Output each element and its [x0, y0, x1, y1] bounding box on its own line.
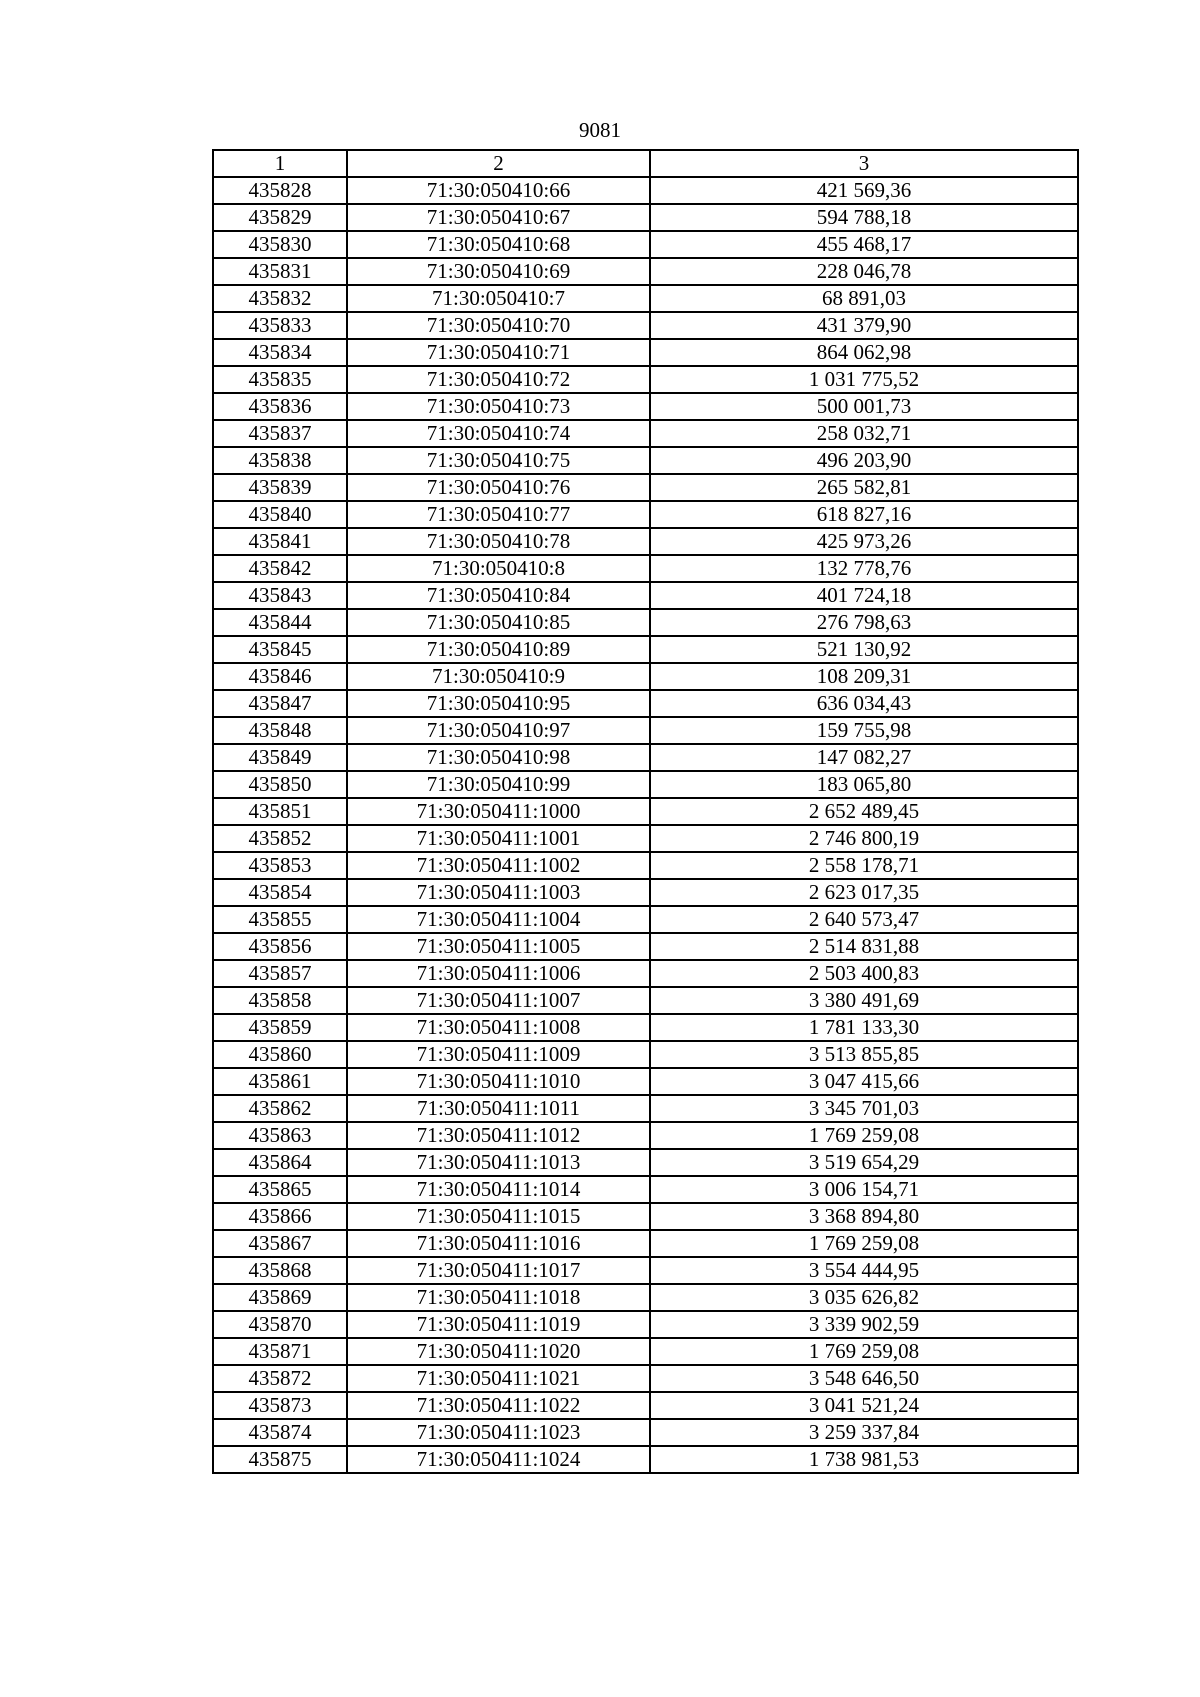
- table-row: [213, 663, 1078, 690]
- row-number-cell: 435828: [213, 177, 347, 204]
- cadastral-number-cell: 71:30:050411:1022: [347, 1392, 650, 1419]
- row-number-cell: 435856: [213, 933, 347, 960]
- row-number-cell: 435875: [213, 1446, 347, 1473]
- row-number-cell: 435859: [213, 1014, 347, 1041]
- row-number-cell: 435874: [213, 1419, 347, 1446]
- cadastral-value-cell: 2 514 831,88: [650, 933, 1078, 960]
- cadastral-number-cell: 71:30:050410:76: [347, 474, 650, 501]
- table-row: [213, 474, 1078, 501]
- cadastral-value-cell: 594 788,18: [650, 204, 1078, 231]
- table-row: [213, 393, 1078, 420]
- cadastral-number-cell: 71:30:050411:1011: [347, 1095, 650, 1122]
- cadastral-number-cell: 71:30:050410:8: [347, 555, 650, 582]
- cadastral-value-cell: 228 046,78: [650, 258, 1078, 285]
- cadastral-number-cell: 71:30:050411:1015: [347, 1203, 650, 1230]
- row-number-cell: 435861: [213, 1068, 347, 1095]
- row-number-cell: 435840: [213, 501, 347, 528]
- row-number-cell: 435866: [213, 1203, 347, 1230]
- row-number-cell: 435873: [213, 1392, 347, 1419]
- table-row: [213, 501, 1078, 528]
- table-row: [213, 1257, 1078, 1284]
- cadastral-number-cell: 71:30:050410:85: [347, 609, 650, 636]
- row-number-cell: 435869: [213, 1284, 347, 1311]
- cadastral-number-cell: 71:30:050410:7: [347, 285, 650, 312]
- row-number-cell: 435868: [213, 1257, 347, 1284]
- cadastral-value-cell: 147 082,27: [650, 744, 1078, 771]
- cadastral-value-cell: 636 034,43: [650, 690, 1078, 717]
- row-number-cell: 435854: [213, 879, 347, 906]
- row-number-cell: 435872: [213, 1365, 347, 1392]
- table-row: [213, 204, 1078, 231]
- row-number-cell: 435865: [213, 1176, 347, 1203]
- table-row: [213, 1365, 1078, 1392]
- cadastral-number-cell: 71:30:050410:77: [347, 501, 650, 528]
- table-header-row: [213, 150, 1078, 177]
- row-number-cell: 435836: [213, 393, 347, 420]
- cadastral-value-cell: 3 554 444,95: [650, 1257, 1078, 1284]
- cadastral-number-cell: 71:30:050410:67: [347, 204, 650, 231]
- cadastral-number-cell: 71:30:050411:1002: [347, 852, 650, 879]
- row-number-cell: 435845: [213, 636, 347, 663]
- cadastral-value-cell: 500 001,73: [650, 393, 1078, 420]
- cadastral-value-cell: 431 379,90: [650, 312, 1078, 339]
- cadastral-number-cell: 71:30:050411:1007: [347, 987, 650, 1014]
- cadastral-number-cell: 71:30:050411:1019: [347, 1311, 650, 1338]
- column-header-3: 3: [650, 150, 1078, 177]
- cadastral-value-cell: 3 548 646,50: [650, 1365, 1078, 1392]
- cadastral-number-cell: 71:30:050411:1020: [347, 1338, 650, 1365]
- row-number-cell: 435842: [213, 555, 347, 582]
- cadastral-value-cell: 618 827,16: [650, 501, 1078, 528]
- cadastral-number-cell: 71:30:050411:1013: [347, 1149, 650, 1176]
- cadastral-value-cell: 401 724,18: [650, 582, 1078, 609]
- table-row: [213, 1392, 1078, 1419]
- row-number-cell: 435835: [213, 366, 347, 393]
- cadastral-value-cell: 3 368 894,80: [650, 1203, 1078, 1230]
- table-row: [213, 1230, 1078, 1257]
- cadastral-value-cell: 276 798,63: [650, 609, 1078, 636]
- cadastral-value-table: [212, 149, 1079, 1474]
- cadastral-number-cell: 71:30:050411:1012: [347, 1122, 650, 1149]
- table-row: [213, 906, 1078, 933]
- cadastral-number-cell: 71:30:050410:70: [347, 312, 650, 339]
- cadastral-value-cell: 496 203,90: [650, 447, 1078, 474]
- table-row: [213, 1068, 1078, 1095]
- table-row: [213, 771, 1078, 798]
- cadastral-value-cell: 1 031 775,52: [650, 366, 1078, 393]
- table-row: [213, 1095, 1078, 1122]
- row-number-cell: 435837: [213, 420, 347, 447]
- table-row: [213, 636, 1078, 663]
- cadastral-value-cell: 3 380 491,69: [650, 987, 1078, 1014]
- cadastral-number-cell: 71:30:050410:66: [347, 177, 650, 204]
- table-row: [213, 1311, 1078, 1338]
- table-row: [213, 609, 1078, 636]
- table-row: [213, 231, 1078, 258]
- cadastral-number-cell: 71:30:050410:9: [347, 663, 650, 690]
- table-row: [213, 1122, 1078, 1149]
- table-row: [213, 528, 1078, 555]
- row-number-cell: 435855: [213, 906, 347, 933]
- page-number: 9081: [579, 118, 621, 142]
- table-body: [213, 177, 1078, 1473]
- cadastral-number-cell: 71:30:050411:1009: [347, 1041, 650, 1068]
- row-number-cell: 435852: [213, 825, 347, 852]
- cadastral-number-cell: 71:30:050411:1021: [347, 1365, 650, 1392]
- cadastral-number-cell: 71:30:050410:98: [347, 744, 650, 771]
- row-number-cell: 435850: [213, 771, 347, 798]
- cadastral-number-cell: 71:30:050411:1001: [347, 825, 650, 852]
- cadastral-value-cell: 2 503 400,83: [650, 960, 1078, 987]
- cadastral-value-cell: 421 569,36: [650, 177, 1078, 204]
- table-row: [213, 798, 1078, 825]
- table-row: [213, 690, 1078, 717]
- table-row: [213, 879, 1078, 906]
- cadastral-value-cell: 132 778,76: [650, 555, 1078, 582]
- row-number-cell: 435847: [213, 690, 347, 717]
- row-number-cell: 435860: [213, 1041, 347, 1068]
- cadastral-number-cell: 71:30:050411:1004: [347, 906, 650, 933]
- cadastral-number-cell: 71:30:050411:1003: [347, 879, 650, 906]
- row-number-cell: 435846: [213, 663, 347, 690]
- column-header-1: 1: [213, 150, 347, 177]
- cadastral-value-cell: 425 973,26: [650, 528, 1078, 555]
- cadastral-number-cell: 71:30:050411:1005: [347, 933, 650, 960]
- cadastral-number-cell: 71:30:050411:1014: [347, 1176, 650, 1203]
- table-row: [213, 1203, 1078, 1230]
- cadastral-number-cell: 71:30:050411:1006: [347, 960, 650, 987]
- row-number-cell: 435871: [213, 1338, 347, 1365]
- cadastral-number-cell: 71:30:050410:69: [347, 258, 650, 285]
- cadastral-value-cell: 3 047 415,66: [650, 1068, 1078, 1095]
- cadastral-number-cell: 71:30:050410:73: [347, 393, 650, 420]
- cadastral-value-cell: 2 558 178,71: [650, 852, 1078, 879]
- cadastral-value-cell: 455 468,17: [650, 231, 1078, 258]
- table-row: [213, 258, 1078, 285]
- row-number-cell: 435863: [213, 1122, 347, 1149]
- table-row: [213, 1284, 1078, 1311]
- row-number-cell: 435858: [213, 987, 347, 1014]
- cadastral-number-cell: 71:30:050410:74: [347, 420, 650, 447]
- row-number-cell: 435849: [213, 744, 347, 771]
- cadastral-number-cell: 71:30:050410:89: [347, 636, 650, 663]
- cadastral-value-cell: 3 006 154,71: [650, 1176, 1078, 1203]
- table-row: [213, 555, 1078, 582]
- table-row: [213, 933, 1078, 960]
- table-row: [213, 1014, 1078, 1041]
- cadastral-number-cell: 71:30:050410:68: [347, 231, 650, 258]
- row-number-cell: 435844: [213, 609, 347, 636]
- cadastral-number-cell: 71:30:050411:1008: [347, 1014, 650, 1041]
- row-number-cell: 435864: [213, 1149, 347, 1176]
- row-number-cell: 435841: [213, 528, 347, 555]
- cadastral-number-cell: 71:30:050410:75: [347, 447, 650, 474]
- row-number-cell: 435870: [213, 1311, 347, 1338]
- table-row: [213, 582, 1078, 609]
- cadastral-number-cell: 71:30:050411:1018: [347, 1284, 650, 1311]
- table-row: [213, 312, 1078, 339]
- cadastral-value-cell: 265 582,81: [650, 474, 1078, 501]
- table-row: [213, 1149, 1078, 1176]
- cadastral-number-cell: 71:30:050411:1023: [347, 1419, 650, 1446]
- row-number-cell: 435848: [213, 717, 347, 744]
- cadastral-number-cell: 71:30:050410:97: [347, 717, 650, 744]
- table-row: [213, 339, 1078, 366]
- table-row: [213, 1176, 1078, 1203]
- row-number-cell: 435838: [213, 447, 347, 474]
- cadastral-number-cell: 71:30:050411:1010: [347, 1068, 650, 1095]
- cadastral-value-cell: 108 209,31: [650, 663, 1078, 690]
- cadastral-value-cell: 159 755,98: [650, 717, 1078, 744]
- table-row: [213, 177, 1078, 204]
- row-number-cell: 435839: [213, 474, 347, 501]
- row-number-cell: 435857: [213, 960, 347, 987]
- row-number-cell: 435843: [213, 582, 347, 609]
- cadastral-value-cell: 183 065,80: [650, 771, 1078, 798]
- row-number-cell: 435830: [213, 231, 347, 258]
- cadastral-value-cell: 1 769 259,08: [650, 1338, 1078, 1365]
- cadastral-number-cell: 71:30:050411:1024: [347, 1446, 650, 1473]
- table-row: [213, 960, 1078, 987]
- table-row: [213, 1338, 1078, 1365]
- cadastral-value-cell: 3 345 701,03: [650, 1095, 1078, 1122]
- table-row: [213, 1446, 1078, 1473]
- cadastral-value-cell: 864 062,98: [650, 339, 1078, 366]
- table-row: [213, 1419, 1078, 1446]
- table-row: [213, 852, 1078, 879]
- cadastral-number-cell: 71:30:050410:95: [347, 690, 650, 717]
- cadastral-value-cell: 68 891,03: [650, 285, 1078, 312]
- table-row: [213, 987, 1078, 1014]
- table-row: [213, 717, 1078, 744]
- row-number-cell: 435834: [213, 339, 347, 366]
- row-number-cell: 435851: [213, 798, 347, 825]
- table-row: [213, 825, 1078, 852]
- cadastral-number-cell: 71:30:050411:1017: [347, 1257, 650, 1284]
- cadastral-value-cell: 1 781 133,30: [650, 1014, 1078, 1041]
- table-row: [213, 366, 1078, 393]
- row-number-cell: 435867: [213, 1230, 347, 1257]
- cadastral-number-cell: 71:30:050410:84: [347, 582, 650, 609]
- table-row: [213, 447, 1078, 474]
- cadastral-number-cell: 71:30:050411:1016: [347, 1230, 650, 1257]
- row-number-cell: 435831: [213, 258, 347, 285]
- cadastral-value-cell: 3 519 654,29: [650, 1149, 1078, 1176]
- cadastral-value-cell: 3 035 626,82: [650, 1284, 1078, 1311]
- cadastral-value-cell: 2 623 017,35: [650, 879, 1078, 906]
- cadastral-value-cell: 258 032,71: [650, 420, 1078, 447]
- row-number-cell: 435862: [213, 1095, 347, 1122]
- cadastral-number-cell: 71:30:050411:1000: [347, 798, 650, 825]
- table-row: [213, 1041, 1078, 1068]
- table-row: [213, 285, 1078, 312]
- cadastral-value-cell: 3 041 521,24: [650, 1392, 1078, 1419]
- cadastral-value-cell: 1 769 259,08: [650, 1122, 1078, 1149]
- cadastral-value-cell: 3 259 337,84: [650, 1419, 1078, 1446]
- row-number-cell: 435832: [213, 285, 347, 312]
- cadastral-number-cell: 71:30:050410:71: [347, 339, 650, 366]
- row-number-cell: 435833: [213, 312, 347, 339]
- cadastral-number-cell: 71:30:050410:72: [347, 366, 650, 393]
- cadastral-value-cell: 3 513 855,85: [650, 1041, 1078, 1068]
- column-header-2: 2: [347, 150, 650, 177]
- cadastral-value-cell: 3 339 902,59: [650, 1311, 1078, 1338]
- cadastral-number-cell: 71:30:050410:99: [347, 771, 650, 798]
- cadastral-value-cell: 1 738 981,53: [650, 1446, 1078, 1473]
- cadastral-value-cell: 521 130,92: [650, 636, 1078, 663]
- table-row: [213, 744, 1078, 771]
- table-row: [213, 420, 1078, 447]
- cadastral-value-cell: 2 746 800,19: [650, 825, 1078, 852]
- row-number-cell: 435829: [213, 204, 347, 231]
- cadastral-value-cell: 2 640 573,47: [650, 906, 1078, 933]
- cadastral-number-cell: 71:30:050410:78: [347, 528, 650, 555]
- row-number-cell: 435853: [213, 852, 347, 879]
- cadastral-value-cell: 1 769 259,08: [650, 1230, 1078, 1257]
- cadastral-value-cell: 2 652 489,45: [650, 798, 1078, 825]
